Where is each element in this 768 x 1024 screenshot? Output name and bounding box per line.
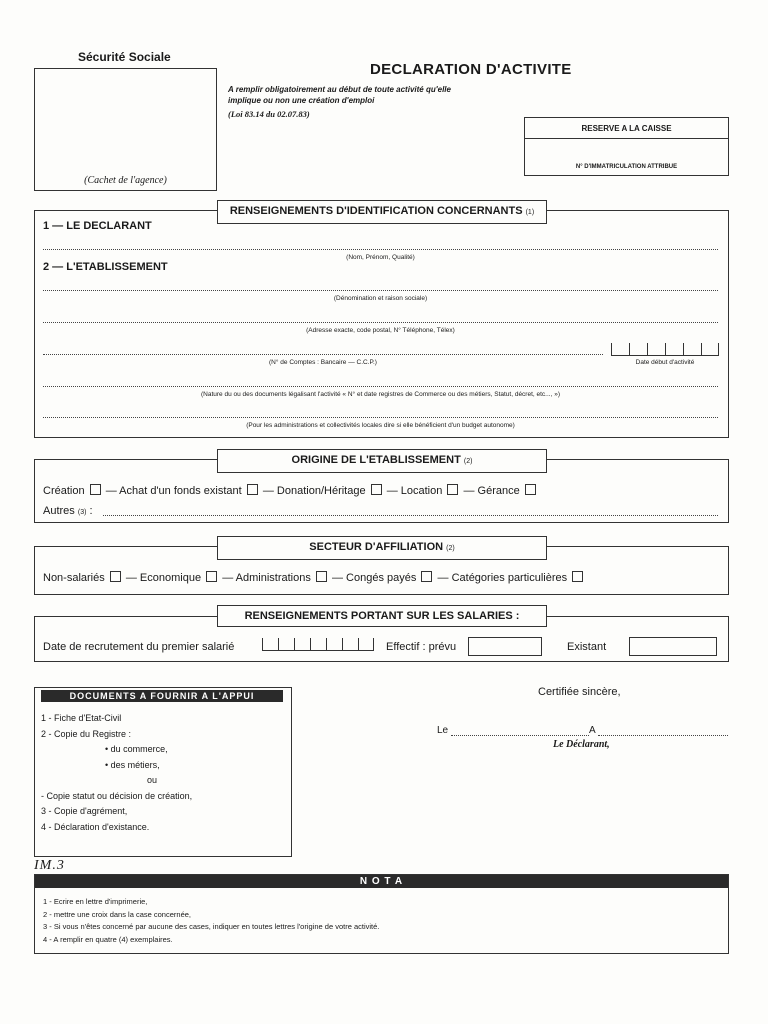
address-caption: (Adresse exacte, code postal, N° Téléphone, Télex) [306, 327, 455, 334]
identification-section [34, 210, 729, 438]
reserve-caisse-box [524, 117, 729, 176]
origine-other-line[interactable] [103, 515, 718, 516]
nota-list [43, 896, 723, 946]
nota-title: N O T A [35, 875, 728, 888]
identification-title [217, 200, 547, 224]
establishment-heading: 2 — L'ETABLISSEMENT [43, 261, 168, 273]
origine-title-text: ORIGINE DE L'ETABLISSEMENT [291, 454, 461, 466]
declarant-heading: 1 — LE DECLARANT [43, 220, 152, 232]
documents-nature-line[interactable] [43, 386, 718, 387]
effectif-label: Effectif : prévu [386, 641, 457, 653]
start-date-field[interactable] [611, 343, 719, 356]
nota-item-1: 1 - Ecrire en lettre d'imprimerie, [43, 897, 148, 906]
instruction-line-2: implique ou non une création d'emploi [228, 96, 375, 105]
origine-other-label: Autres [43, 505, 75, 517]
reserve-label: RESERVE A LA CAISSE [581, 124, 672, 133]
agency-stamp-box[interactable] [34, 68, 217, 191]
law-reference: (Loi 83.14 du 02.07.83) [228, 109, 310, 119]
origine-title-ref: (2) [463, 458, 473, 465]
doc-item-agrement: 3 - Copie d'agrément, [41, 806, 128, 816]
signature-place-date [437, 725, 729, 739]
a-label: A [589, 725, 596, 736]
checkbox-non-salaries[interactable] [110, 571, 121, 582]
origine-options [43, 484, 538, 497]
doc-item-existance: 4 - Déclaration d'existance. [41, 821, 150, 832]
checkbox-donation-heritage[interactable] [371, 484, 382, 495]
nota-item-3: 3 - Si vous n'êtes concerné par aucune des cases, indiquer en toutes lettres l'origine de votre activité. [43, 922, 380, 931]
checkbox-creation[interactable] [90, 484, 101, 495]
secteur-title [217, 536, 547, 560]
stamp-caption: (Cachet de l'agence) [84, 175, 167, 186]
le-label: Le [437, 725, 449, 736]
checkbox-categories-particulieres[interactable] [572, 571, 583, 582]
secteur-label-conges-payes: — Congés payés [332, 572, 417, 584]
origine-label-creation: Création [43, 485, 85, 497]
doc-item-etat-civil: 1 - Fiche d'Etat-Civil [41, 713, 122, 723]
place-line[interactable] [598, 735, 728, 736]
checkbox-achat-fonds[interactable] [247, 484, 258, 495]
identification-title-ref: (1) [525, 209, 535, 216]
declarant-signature-label: Le Déclarant, [553, 739, 610, 750]
recruitment-date-field[interactable] [262, 638, 374, 651]
start-date-caption: Date début d'activité [635, 359, 695, 366]
date-line[interactable] [451, 735, 589, 736]
origine-label-gerance: — Gérance [463, 485, 520, 497]
name-caption: (Nom, Prénom, Qualité) [346, 254, 415, 261]
effectif-existant-field[interactable] [629, 637, 717, 656]
administrations-caption: (Pour les administrations et collectivités locales dire si elle bénéficient d'un budget autonome) [246, 422, 515, 429]
secteur-label-categories: — Catégories particulières [437, 572, 568, 584]
denomination-line[interactable] [43, 290, 718, 291]
declarant-name-line[interactable] [43, 249, 718, 250]
certified-text: Certifiée sincère, [538, 686, 621, 698]
nota-item-4: 4 - A remplir en quatre (4) exemplaires. [43, 934, 173, 944]
documents-title: DOCUMENTS A FOURNIR A L'APPUI [41, 690, 283, 702]
handwritten-reference: IM.3 [34, 858, 65, 873]
nota-item-2: 2 - mettre une croix dans la case concernée, [43, 909, 191, 919]
origine-other-colon: : [89, 505, 93, 517]
doc-item-statut: - Copie statut ou décision de création, [41, 790, 193, 801]
administrations-line[interactable] [43, 417, 718, 418]
secteur-label-administrations: — Administrations [222, 572, 311, 584]
origine-label-achat: — Achat d'un fonds existant [105, 485, 242, 497]
instruction-line-1: A remplir obligatoirement au début de toute activité qu'elle [228, 85, 451, 94]
doc-item-metiers: • des métiers, [105, 759, 160, 770]
recruitment-label: Date de recrutement du premier salarié [43, 641, 235, 653]
accounts-line[interactable] [43, 354, 603, 355]
checkbox-economique[interactable] [206, 571, 217, 582]
organisation-name: Sécurité Sociale [78, 50, 171, 64]
checkbox-administrations[interactable] [316, 571, 327, 582]
registration-label: N° D'IMMATRICULATION ATTRIBUE [575, 164, 678, 170]
registration-number-field[interactable] [531, 140, 722, 162]
checkbox-gerance[interactable] [525, 484, 536, 495]
origine-title [217, 449, 547, 473]
secteur-options [43, 571, 585, 584]
effectif-prevu-field[interactable] [468, 637, 542, 656]
doc-item-ou: ou [147, 775, 158, 785]
checkbox-location[interactable] [447, 484, 458, 495]
documents-caption: (Nature du ou des documents légalisant l'activité « N° et date registres de Commerce ou des métiers, Statut, décret, etc..., ») [201, 391, 560, 398]
origine-other-ref: (3) [77, 509, 87, 516]
instruction-text [228, 84, 451, 106]
existant-label: Existant [567, 641, 607, 653]
origine-label-donation: — Donation/Héritage [262, 485, 366, 497]
secteur-title-ref: (2) [446, 545, 455, 552]
denomination-caption: (Dénomination et raison sociale) [333, 295, 428, 302]
secteur-title-text: SECTEUR D'AFFILIATION [309, 541, 444, 553]
accounts-caption: (N° de Comptes : Bancaire — C.C.P.) [269, 359, 377, 366]
identification-title-text: RENSEIGNEMENTS D'IDENTIFICATION CONCERNANTS [229, 205, 523, 217]
documents-list [41, 711, 286, 835]
secteur-label-economique: — Economique [125, 572, 202, 584]
origine-other [43, 505, 93, 517]
doc-item-registre: 2 - Copie du Registre : [41, 728, 132, 739]
salaries-title: RENSEIGNEMENTS PORTANT SUR LES SALARIES : [217, 605, 547, 627]
origine-label-location: — Location [386, 485, 443, 497]
address-line[interactable] [43, 322, 718, 323]
form-title: DECLARATION D'ACTIVITE [370, 61, 572, 78]
checkbox-conges-payes[interactable] [421, 571, 432, 582]
secteur-label-non-salaries: Non-salariés [43, 572, 105, 584]
doc-item-commerce: • du commerce, [105, 744, 168, 754]
